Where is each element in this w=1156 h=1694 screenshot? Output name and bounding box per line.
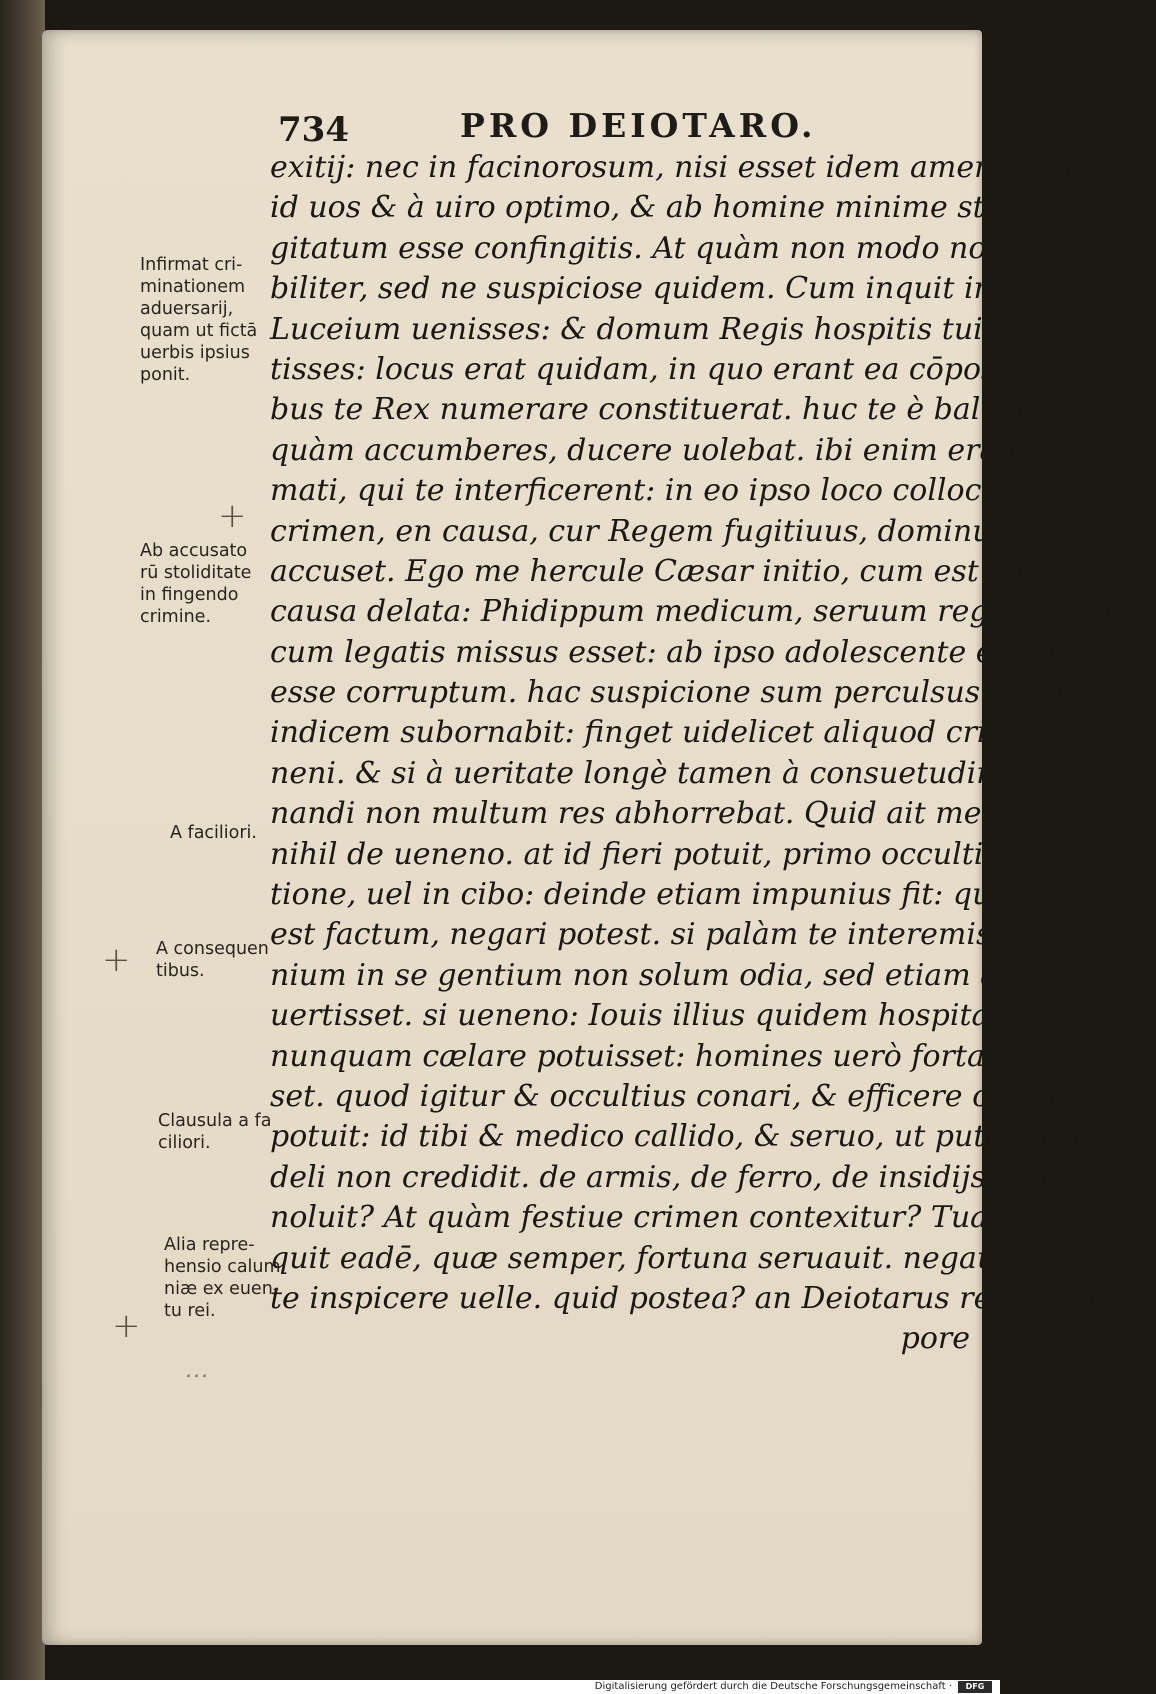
- funding-credit: Digitalisierung gefördert durch die Deutsche Forschungsgemeinschaft ·: [594, 1681, 952, 1692]
- marginal-note-line: tibus.: [156, 961, 205, 981]
- text-line: tione, uel in cibo: deinde etiam impunius fit: quod, cum: [270, 877, 1113, 913]
- marginal-note: [140, 254, 295, 386]
- text-line: exitij: nec in facinorosum, nisi esset idem amentißimus:: [270, 150, 1118, 185]
- text-line: accuset. Ego me hercule Cæsar initio, cum est ad me ista: [270, 553, 1146, 589]
- marginal-note-line: tu rei.: [164, 1301, 216, 1321]
- text-line: nandi non multum res abhorrebat. Quid ait medicus?: [270, 796, 1078, 832]
- text-line: deli non credidit. de armis, de ferro, de insidijs cælare te: [270, 1159, 1140, 1195]
- marginal-note-line: Alia repre-: [164, 1235, 255, 1255]
- marginal-note-line: A consequen: [156, 939, 269, 959]
- book-spine-edge: [0, 0, 45, 1694]
- marginal-note: [164, 1234, 319, 1322]
- marginal-note-line: ponit.: [140, 365, 191, 385]
- marginal-note: [170, 822, 325, 844]
- marginal-note-line: minationem: [140, 277, 246, 297]
- text-line: causa delata: Phidippum medicum, seruum regium, qui: [270, 594, 1114, 630]
- text-line: gitatum esse confingitis. At quàm non modo non credi=: [270, 230, 1119, 266]
- text-line: est factum, negari potest. si palàm te interemisset: om=: [270, 917, 1128, 953]
- catchword: pore: [900, 1321, 970, 1357]
- dfg-logo: DFG: [958, 1681, 992, 1693]
- text-line: potuit: id tibi & medico callido, & seruo, ut putabat, fi=: [270, 1119, 1117, 1155]
- marginal-note-line: uerbis ipsius: [140, 343, 250, 363]
- text-line: id uos & à uiro optimo, & ab homine minime stulto co: [270, 190, 1089, 226]
- marginal-note-line: aduersarij,: [140, 299, 234, 319]
- main-text-block: [270, 148, 1156, 1360]
- text-line: neni. & si à ueritate longè tamen à consuetudine crimi=: [270, 755, 1127, 791]
- text-line: crimen, en causa, cur Regem fugitiuus, dominum seruus: [270, 513, 1132, 549]
- text-line: te inspicere uelle. quid postea? an Deiotarus re illo tem=: [270, 1280, 1141, 1316]
- marginal-note-line: quam ut fictā: [140, 321, 258, 341]
- text-line: indicem subornabit: finget uidelicet aliquod crimen ue=: [270, 715, 1124, 751]
- marginal-note: [158, 1110, 313, 1154]
- marginal-note-line: A faciliori.: [170, 823, 257, 843]
- pencil-cross-mark: +: [102, 940, 131, 980]
- text-line: mati, qui te interficerent: in eo ipso loco collocati. En: [270, 473, 1082, 509]
- text-line: biliter, sed ne suspiciose quidem. Cum inquit in castellum: [270, 271, 1150, 307]
- text-line: tisses: locus erat quidam, in quo erant ea cōposita, qui=: [270, 351, 1129, 387]
- marginal-note-line: ciliori.: [158, 1133, 211, 1153]
- marginal-note: [140, 540, 295, 628]
- text-line: bus te Rex numerare constituerat. huc te è balneo, prius: [270, 392, 1133, 428]
- marginal-note-line: Clausula a fa: [158, 1111, 272, 1131]
- text-line: uertisset. si ueneno: Iouis illius quidem hospitalis numen: [270, 998, 1138, 1034]
- pencil-scribble: ...: [185, 1358, 209, 1383]
- text-line: quàm accumberes, ducere uolebat. ibi enim erant ar=: [270, 432, 1096, 468]
- text-line: cum legatis missus esset: ab ipso adolescente existimaui: [270, 634, 1133, 670]
- marginal-note-line: niæ ex euen-: [164, 1279, 280, 1299]
- text-line: nihil de ueneno. at id fieri potuit, primo occultius in po: [270, 836, 1104, 872]
- text-line: esse corruptum. hac suspicione sum perculsus: medicum: [270, 675, 1140, 711]
- marginal-note-line: rū stoliditate: [140, 563, 252, 583]
- text-line: quit eadē, quæ semper, fortuna seruauit. negauisti tum: [270, 1240, 1113, 1276]
- text-line: noluit? At quàm festiue crimen contexitur? Tua te in=: [270, 1200, 1092, 1236]
- marginal-note-line: crimine.: [140, 607, 212, 627]
- marginal-note-line: Infirmat cri-: [140, 255, 243, 275]
- marginal-note-line: hensio calum: [164, 1257, 281, 1277]
- text-line: nunquam cælare potuisset: homines uerò fortasse cælas=: [270, 1038, 1156, 1074]
- marginal-note-line: Ab accusato: [140, 541, 248, 561]
- marginal-note: [156, 938, 311, 982]
- pencil-cross-mark: +: [218, 496, 247, 536]
- running-head: PRO DEIOTARO.: [460, 106, 817, 145]
- text-line: Luceium uenisses: & domum Regis hospitis tui diuer=: [270, 311, 1098, 347]
- text-line: set. quod igitur & occultius conari, & efficere cautius: [270, 1078, 1083, 1114]
- text-line: nium in se gentium non solum odia, sed etiam arma cō=: [270, 957, 1129, 993]
- page-number: 734: [278, 110, 349, 150]
- marginal-note-line: in fingendo: [140, 585, 239, 605]
- pencil-cross-mark: +: [112, 1306, 141, 1346]
